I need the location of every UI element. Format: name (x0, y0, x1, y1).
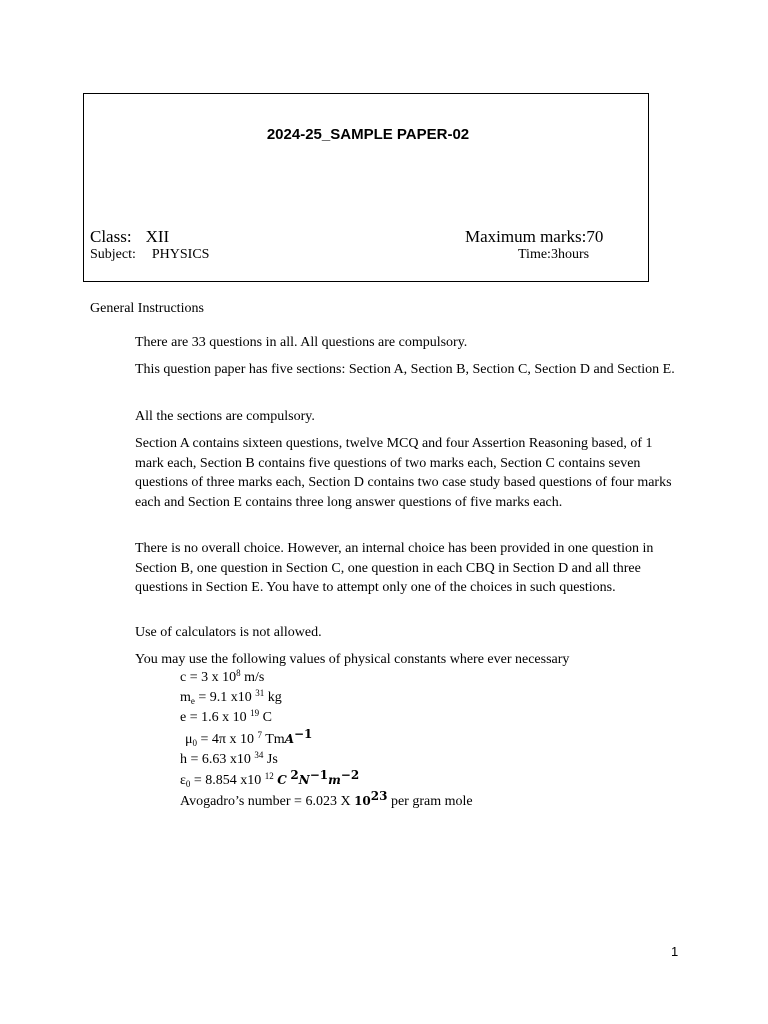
constant-avogadro: Avogadro’s number = 6.023 X $10^{23}$ per gram mole (180, 789, 473, 810)
instruction-item: There is no overall choice. However, an internal choice has been provided in one question in Section B, one question in Section C, one question in each CBQ in Section D and all three questions in Section E. You have to attempt only one of the choices in such questions. (135, 541, 654, 595)
class-label: Class: (90, 227, 132, 246)
general-instructions-title: General Instructions (90, 301, 204, 316)
instruction-item: This question paper has five sections: Section A, Section B, Section C, Section D and Section E. (135, 362, 675, 377)
physical-constants (180, 668, 473, 812)
instruction-item: You may use the following values of physical constants where ever necessary (135, 652, 570, 667)
instruction-item: Use of calculators is not allowed. (135, 625, 322, 640)
instruction-item: All the sections are compulsory. (135, 409, 315, 424)
instruction-item: Section A contains sixteen questions, twelve MCQ and four Assertion Reasoning based, of 1 mark each, Section B contains five questions of two marks each, Section C contains seven questions of three marks each, Section D contains two case study based questions of four marks each and Section E contains three long answer questions of five marks each. (135, 436, 672, 510)
constant-electron-mass: $m_e = 9.1$ x10 $^{31}$ kg (180, 688, 282, 707)
page-number: 1 (671, 944, 679, 959)
header-box (83, 93, 649, 282)
constant-electron-charge: e = 1.6 x 10 $^{19}$ C (180, 708, 272, 726)
constant-speed-of-light: c = 3 x $10^8$ m/s (180, 668, 265, 685)
subject-line (90, 247, 209, 263)
subject-value: PHYSICS (151, 247, 210, 262)
subject-label: Subject: (90, 247, 136, 262)
class-value: XII (145, 227, 170, 246)
paper-title: 2024-25_SAMPLE PAPER-02 (266, 126, 470, 143)
maximum-marks: Maximum marks:70 (465, 227, 604, 246)
time-allowed: Time:3hours (518, 247, 590, 262)
constant-permeability: $\mu_0 = 4\pi$ x 10 $^7$ TmA$^{-1}$ (185, 726, 313, 748)
constant-permittivity: $\varepsilon_0 = 8.854$ x10 $^{12}$ C $^2N^{-1}m^{-2}$ (180, 768, 360, 790)
constant-planck: h = 6.63 x10 $^{34}$ Js (180, 749, 278, 767)
instruction-item: There are 33 questions in all. All questions are compulsory. (135, 335, 468, 350)
class-line (90, 227, 169, 247)
